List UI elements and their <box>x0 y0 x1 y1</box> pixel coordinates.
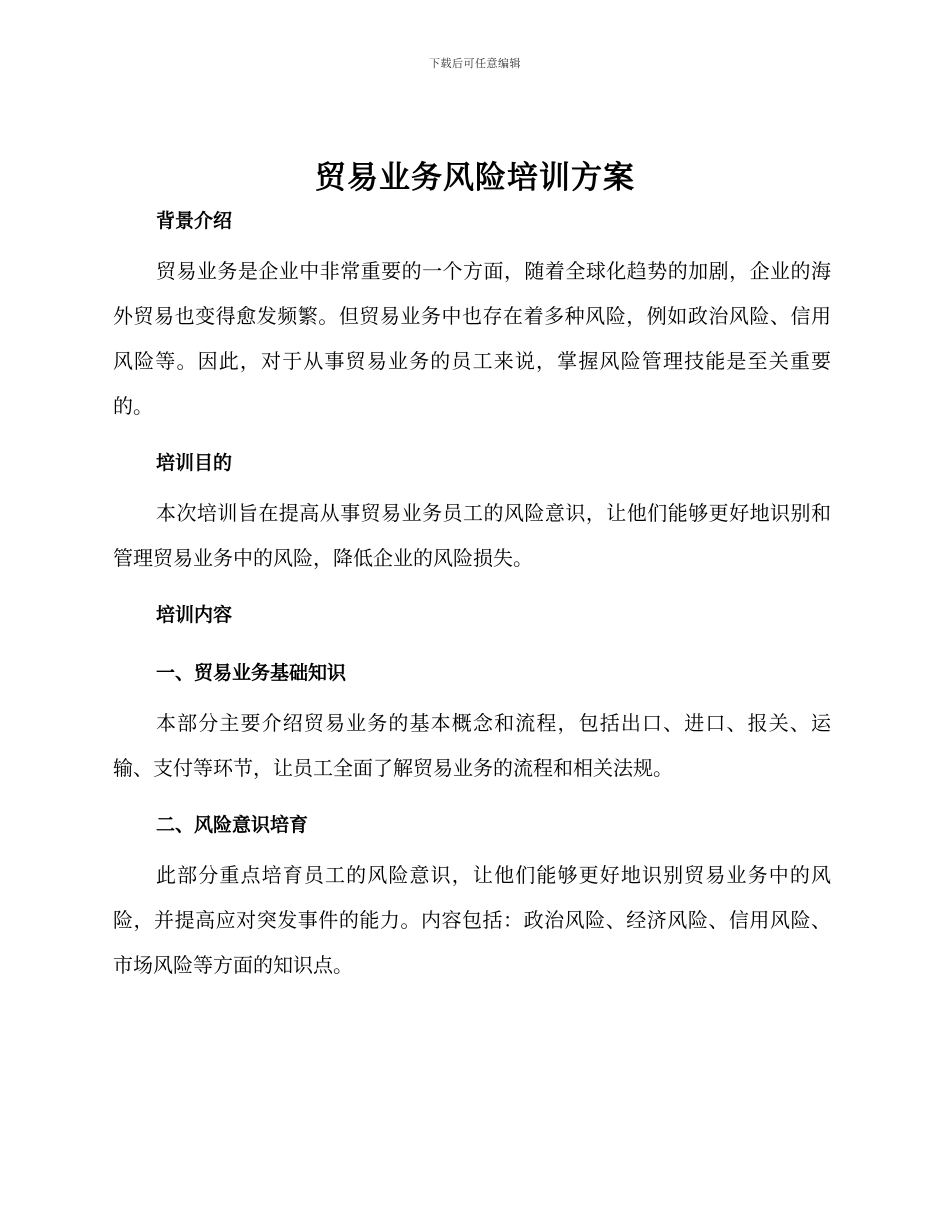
document-body <box>113 200 831 988</box>
section-paragraph-purpose: 本次培训旨在提高从事贸易业务员工的风险意识，让他们能够更好地识别和管理贸易业务中的风险，降低企业的风险损失。 <box>113 501 831 570</box>
section-heading-background: 背景介绍 <box>156 210 233 232</box>
section-paragraph-trade-basics: 本部分主要介绍贸易业务的基本概念和流程，包括出口、进口、报关、运输、支付等环节，让员工全面了解贸易业务的流程和相关法规。 <box>113 711 831 780</box>
section-heading-risk-awareness: 二、风险意识培育 <box>156 814 309 836</box>
section-heading-trade-basics: 一、贸易业务基础知识 <box>156 662 347 684</box>
section-heading-purpose: 培训目的 <box>156 452 233 474</box>
header-note: 下载后可任意编辑 <box>429 57 521 70</box>
section-paragraph-background: 贸易业务是企业中非常重要的一个方面，随着全球化趋势的加剧，企业的海外贸易也变得愈发频繁。但贸易业务中也存在着多种风险，例如政治风险、信用风险等。因此，对于从事贸易业务的员工来说，掌握风险管理技能是至关重要的。 <box>113 259 831 418</box>
section-heading-content: 培训内容 <box>156 604 233 626</box>
section-paragraph-risk-awareness: 此部分重点培育员工的风险意识，让他们能够更好地识别贸易业务中的风险，并提高应对突发事件的能力。内容包括：政治风险、经济风险、信用风险、市场风险等方面的知识点。 <box>113 863 831 977</box>
document-title: 贸易业务风险培训方案 <box>315 160 635 196</box>
